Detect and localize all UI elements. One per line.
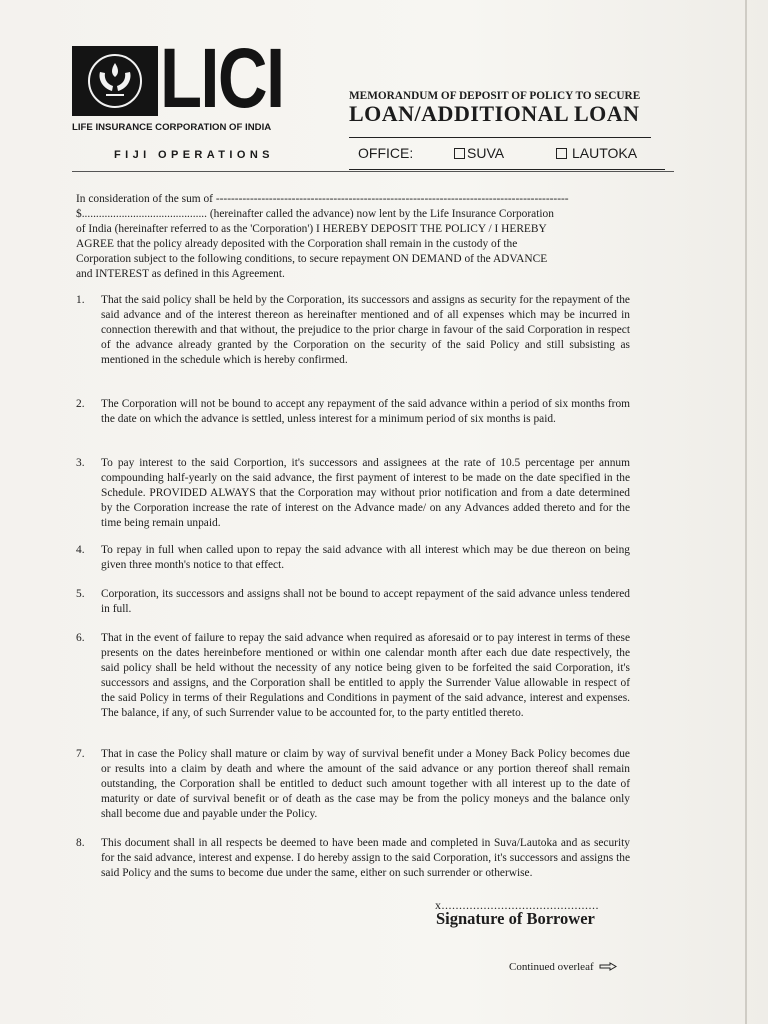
clause-text: That the said policy shall be held by the Corporation, its successors and assigns as security for the repayment of the said advance and of the interest thereon as hereinafter mentioned and of all expenses which may be incurred in connection therewith and that without, the prejudice to the prior charge in favour of the said Corporation in respect of the advance already granted by the Corporation on the security of the said Policy and still subsisting as mentioned in the schedule which is hereby confirmed.	[101, 294, 630, 366]
lic-logo-icon	[72, 46, 158, 116]
header-divider	[72, 171, 674, 172]
intro-line: $............................................ (hereinafter called the advance) now lent by the Life Insurance Corporation	[76, 207, 554, 220]
clause-number: 8.	[76, 837, 85, 849]
clause-number: 4.	[76, 544, 85, 556]
clause-text: That in the event of failure to repay the said advance when required as aforesaid or to pay interest in terms of these presents on the dates hereinbefore mentioned or within one calendar month after each due date respectively, the said policy shall be held without the necessity of any notice being given to be forfeited the said Corporation, it's successors and assigns, and the Corporation shall be entitled to apply the Surrender Value allowable in respect of the said Policy in terms of their Regulations and Conditions in payment of the said advance, interest and expenses. The balance, if any, of such Surrender value to be accounted for, to the party entitled thereto.	[101, 632, 630, 719]
intro-line: In consideration of the sum of ---------------------------------------------------------------------------------------------	[76, 193, 569, 205]
office-option-suva[interactable]	[454, 145, 504, 161]
intro-line: Corporation subject to the following conditions, to secure repayment ON DEMAND of the ADVANCE	[76, 252, 548, 265]
clause-text: To repay in full when called upon to repay the said advance with all interest which may be due thereon on being given three month's notice to that effect.	[101, 544, 630, 571]
signature-line[interactable]: x.............................................	[435, 898, 599, 912]
clause-text: That in case the Policy shall mature or claim by way of survival benefit under a Money Back Policy becomes due or results into a claim by death and where the amount of the said advance or any portion thereof shall remain outstanding, the Corporation shall be entitled to deduct such amount together with all interest up to the date of maturity or date of survival benefit or of death as the case may be from the policy moneys and the balance only shall become due and payable under the Policy.	[101, 748, 630, 820]
office-option-lautoka[interactable]	[556, 145, 637, 161]
lautoka-checkbox[interactable]	[556, 148, 567, 159]
clause-number: 5.	[76, 588, 85, 600]
clause-number: 3.	[76, 457, 85, 469]
clause-number: 6.	[76, 632, 85, 644]
intro-line: and INTEREST as defined in this Agreement.	[76, 267, 285, 280]
memo-title: LOAN/ADDITIONAL LOAN	[349, 101, 640, 126]
clause-number: 1.	[76, 294, 85, 306]
continued-text: Continued overleaf	[509, 961, 594, 973]
intro-paragraph	[76, 192, 630, 281]
clause-number: 7.	[76, 748, 85, 760]
clause-number: 2.	[76, 398, 85, 410]
office-option-suva-label: SUVA	[467, 145, 505, 161]
intro-line: of India (hereinafter referred to as the 'Corporation') I HEREBY DEPOSIT THE POLICY / I HEREBY	[76, 222, 547, 235]
clause-text: The Corporation will not be bound to accept any repayment of the said advance within a period of six months from the date on which the advance is settled, unless interest for a minimum period of six months is paid.	[101, 398, 630, 425]
office-label: OFFICE:	[358, 145, 414, 161]
continued-overleaf	[509, 961, 617, 974]
page-edge	[745, 0, 747, 1024]
pointing-hand-icon	[599, 962, 617, 974]
intro-line: AGREE that the policy already deposited with the Corporation shall remain in the custody of the	[76, 237, 518, 250]
suva-checkbox[interactable]	[454, 148, 465, 159]
signature-label: Signature of Borrower	[436, 909, 595, 928]
office-rule	[349, 169, 665, 170]
memo-subtitle: MEMORANDUM OF DEPOSIT OF POLICY TO SECURE	[349, 90, 641, 102]
logo-text: LICI	[160, 31, 284, 125]
operations-label: FIJI OPERATIONS	[114, 149, 274, 161]
clause-text: This document shall in all respects be deemed to have been made and completed in Suva/Lautoka and as security for the said advance, interest and expense. I do hereby assign to the said Corporation, it's successors and assigns the said Policy and the sums to become due under the same, either on such surrender or otherwise.	[101, 837, 630, 879]
title-rule	[349, 137, 651, 138]
corporation-name: LIFE INSURANCE CORPORATION OF INDIA	[72, 122, 272, 133]
office-option-lautoka-label: LAUTOKA	[572, 145, 638, 161]
clause-text: To pay interest to the said Corportion, it's successors and assignees at the rate of 10.5 percentage per annum compounding half-yearly on the said advance, the first payment of interest to be made on the date specified in the Schedule. PROVIDED ALWAYS that the Corporation may without prior notification and from a date determined by the Corporation increase the rate of interest on the Advance made/ on any Advances added thereto and for the time being remain unpaid.	[101, 457, 630, 529]
clause-text: Corporation, its successors and assigns shall not be bound to accept repayment of the said advance unless tendered in full.	[101, 588, 630, 615]
